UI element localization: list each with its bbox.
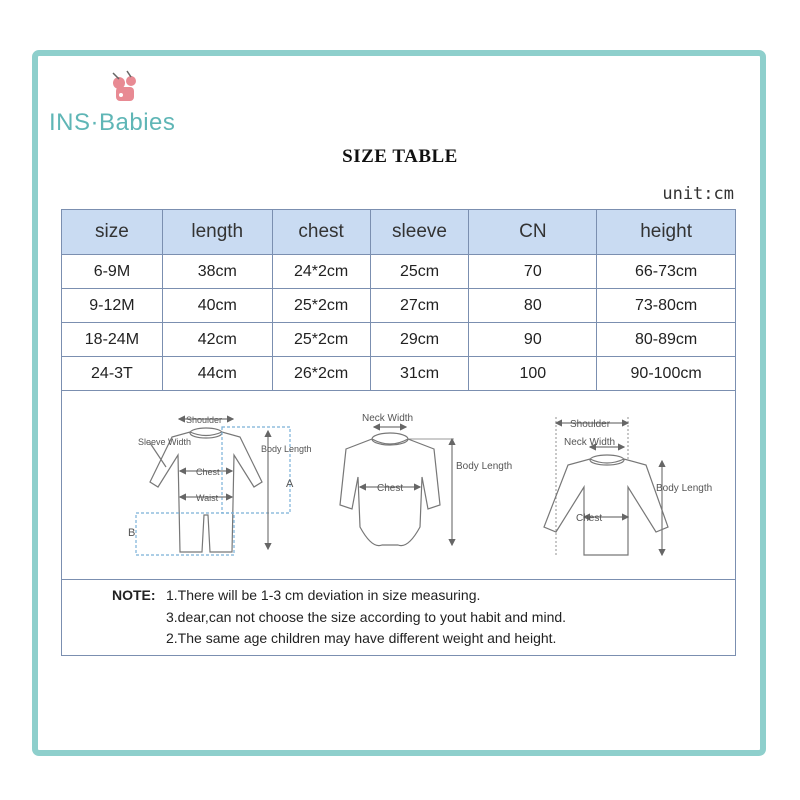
table-row xyxy=(62,323,736,357)
table-cell: 42cm xyxy=(162,323,272,357)
table-cell: 9-12M xyxy=(62,289,163,323)
table-cell: 100 xyxy=(469,357,597,391)
garment-diagrams xyxy=(62,387,735,579)
column-header: height xyxy=(597,210,736,255)
table-cell: 70 xyxy=(469,255,597,289)
neck-width-label: Neck Width xyxy=(362,413,414,424)
shoulder-label: Shoulder xyxy=(570,419,611,430)
table-cell: 90 xyxy=(469,323,597,357)
column-header: chest xyxy=(272,210,370,255)
table-cell: 80-89cm xyxy=(597,323,736,357)
table-row xyxy=(62,289,736,323)
table-cell: 25cm xyxy=(370,255,469,289)
table-cell: 73-80cm xyxy=(597,289,736,323)
column-header: size xyxy=(62,210,163,255)
chest-label: Chest xyxy=(576,513,603,524)
brand-name: INS·Babies xyxy=(49,109,176,136)
note-line: 3.dear,can not choose the size according to yout habit and mind. xyxy=(166,609,567,625)
chest-label: Chest xyxy=(196,467,220,477)
measurement-diagrams xyxy=(61,387,736,580)
shoulder-label: Shoulder xyxy=(186,415,223,425)
note-line: 2.The same age children may have different weight and height. xyxy=(166,630,557,646)
column-header: length xyxy=(162,210,272,255)
marker-b-label: B xyxy=(128,527,136,539)
chest-label: Chest xyxy=(377,483,404,494)
table-cell: 38cm xyxy=(162,255,272,289)
unit-label: unit:cm xyxy=(662,184,734,204)
table-cell: 80 xyxy=(469,289,597,323)
table-row xyxy=(62,357,736,391)
waist-label: Waist xyxy=(196,493,219,503)
body-length-label: Body Length xyxy=(656,483,713,494)
table-cell: 18-24M xyxy=(62,323,163,357)
page-title: SIZE TABLE xyxy=(342,146,458,167)
bear-logo-icon xyxy=(105,69,165,109)
body-length-label: Body Length xyxy=(261,444,312,454)
table-cell: 66-73cm xyxy=(597,255,736,289)
note-label: NOTE: xyxy=(112,587,156,603)
table-cell: 6-9M xyxy=(62,255,163,289)
table-row xyxy=(62,255,736,289)
neck-width-label: Neck Width xyxy=(564,437,616,448)
body-length-label: Body Length xyxy=(456,461,513,472)
table-cell: 90-100cm xyxy=(597,357,736,391)
column-header: sleeve xyxy=(370,210,469,255)
marker-a-label: A xyxy=(286,478,294,490)
brand-logo xyxy=(49,69,209,139)
table-cell: 27cm xyxy=(370,289,469,323)
notes-section xyxy=(61,579,736,656)
table-cell: 24*2cm xyxy=(272,255,370,289)
table-cell: 25*2cm xyxy=(272,323,370,357)
column-header: CN xyxy=(469,210,597,255)
table-cell: 24-3T xyxy=(62,357,163,391)
table-cell: 44cm xyxy=(162,357,272,391)
table-cell: 31cm xyxy=(370,357,469,391)
table-cell: 40cm xyxy=(162,289,272,323)
table-cell: 29cm xyxy=(370,323,469,357)
size-table xyxy=(61,209,736,391)
note-line: 1.There will be 1-3 cm deviation in size measuring. xyxy=(166,587,481,603)
table-cell: 25*2cm xyxy=(272,289,370,323)
sleeve-width-label: Sleeve Width xyxy=(138,437,192,447)
table-header-row xyxy=(62,210,736,255)
table-cell: 26*2cm xyxy=(272,357,370,391)
